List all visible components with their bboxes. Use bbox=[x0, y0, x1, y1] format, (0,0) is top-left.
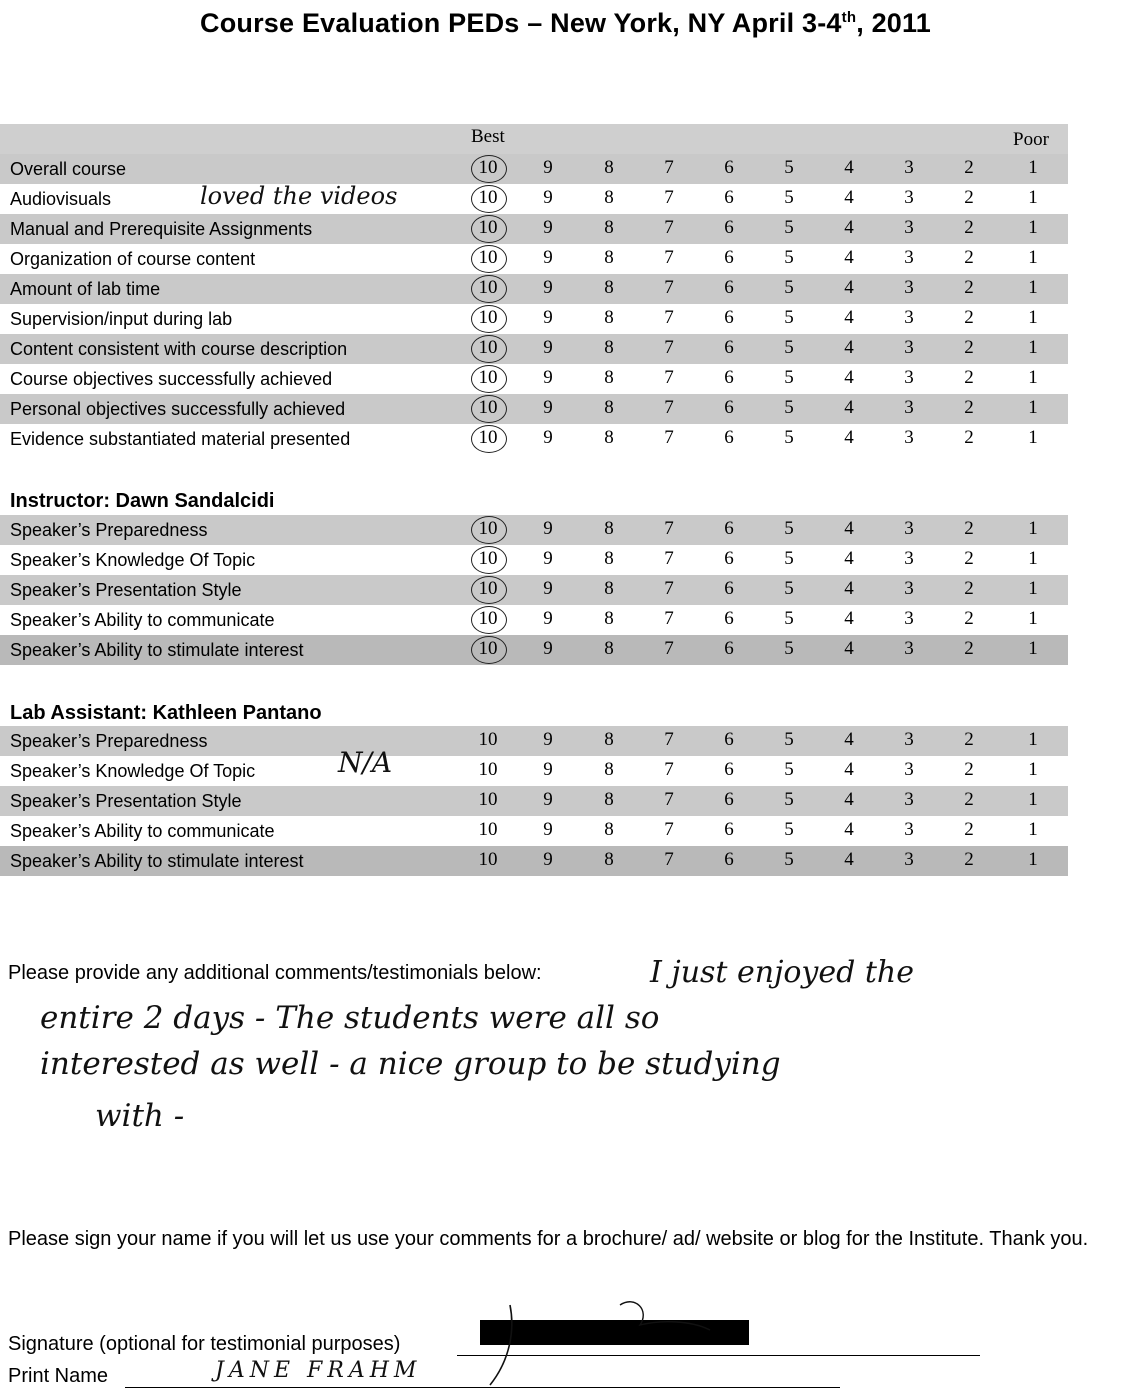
rating-option-6[interactable]: 6 bbox=[724, 307, 734, 328]
print-name-line bbox=[125, 1387, 840, 1388]
rating-option-9[interactable]: 9 bbox=[543, 337, 553, 358]
rating-option-3[interactable]: 3 bbox=[904, 578, 914, 599]
rating-option-1[interactable]: 1 bbox=[1028, 337, 1038, 358]
rating-option-10[interactable]: 10 bbox=[478, 759, 498, 780]
rating-option-6[interactable]: 6 bbox=[724, 247, 734, 268]
rating-item-label: Speaker’s Ability to stimulate interest bbox=[10, 851, 304, 871]
rating-option-3[interactable]: 3 bbox=[904, 157, 914, 178]
rating-item-label: Speaker’s Ability to communicate bbox=[10, 821, 275, 841]
selected-rating-circle bbox=[471, 606, 507, 634]
rating-option-2[interactable]: 2 bbox=[964, 789, 974, 810]
rating-option-10[interactable]: 10 bbox=[478, 548, 498, 569]
rating-option-5[interactable]: 5 bbox=[784, 849, 794, 870]
rating-option-4[interactable]: 4 bbox=[844, 548, 854, 569]
rating-option-4[interactable]: 4 bbox=[844, 819, 854, 840]
rating-option-7[interactable]: 7 bbox=[664, 367, 674, 388]
rating-option-1[interactable]: 1 bbox=[1028, 729, 1038, 750]
rating-option-3[interactable]: 3 bbox=[904, 638, 914, 659]
rating-row bbox=[0, 816, 1068, 846]
rating-option-8[interactable]: 8 bbox=[604, 578, 614, 599]
rating-option-4[interactable]: 4 bbox=[844, 729, 854, 750]
rating-option-9[interactable]: 9 bbox=[543, 157, 553, 178]
rating-option-7[interactable]: 7 bbox=[664, 819, 674, 840]
rating-row bbox=[0, 605, 1068, 635]
rating-option-2[interactable]: 2 bbox=[964, 247, 974, 268]
rating-option-6[interactable]: 6 bbox=[724, 759, 734, 780]
page-title: Course Evaluation PEDs – New York, NY April 3-4th, 2011 bbox=[200, 8, 931, 38]
rating-option-6[interactable]: 6 bbox=[724, 789, 734, 810]
selected-rating-circle bbox=[471, 395, 507, 423]
selected-rating-circle bbox=[471, 516, 507, 544]
rating-option-8[interactable]: 8 bbox=[604, 187, 614, 208]
rating-option-5[interactable]: 5 bbox=[784, 337, 794, 358]
instructor-ratings-table bbox=[0, 515, 1068, 665]
rating-option-3[interactable]: 3 bbox=[904, 187, 914, 208]
rating-option-10[interactable]: 10 bbox=[478, 277, 498, 298]
rating-option-4[interactable]: 4 bbox=[844, 759, 854, 780]
rating-option-7[interactable]: 7 bbox=[664, 187, 674, 208]
rating-option-1[interactable]: 1 bbox=[1028, 157, 1038, 178]
rating-option-2[interactable]: 2 bbox=[964, 578, 974, 599]
scale-best-label: Best bbox=[471, 126, 505, 147]
rating-option-6[interactable]: 6 bbox=[724, 397, 734, 418]
rating-option-8[interactable]: 8 bbox=[604, 729, 614, 750]
rating-option-9[interactable]: 9 bbox=[543, 367, 553, 388]
rating-option-4[interactable]: 4 bbox=[844, 367, 854, 388]
rating-option-3[interactable]: 3 bbox=[904, 397, 914, 418]
rating-option-5[interactable]: 5 bbox=[784, 367, 794, 388]
rating-option-8[interactable]: 8 bbox=[604, 638, 614, 659]
rating-item-label: Speaker’s Ability to communicate bbox=[10, 610, 275, 630]
rating-option-9[interactable]: 9 bbox=[543, 638, 553, 659]
rating-item-label: Speaker’s Presentation Style bbox=[10, 580, 242, 600]
rating-option-10[interactable]: 10 bbox=[478, 157, 498, 178]
selected-rating-circle bbox=[471, 185, 507, 213]
rating-option-9[interactable]: 9 bbox=[543, 307, 553, 328]
rating-row bbox=[0, 244, 1068, 274]
rating-option-6[interactable]: 6 bbox=[724, 217, 734, 238]
rating-option-9[interactable]: 9 bbox=[543, 217, 553, 238]
rating-option-8[interactable]: 8 bbox=[604, 849, 614, 870]
rating-option-7[interactable]: 7 bbox=[664, 307, 674, 328]
rating-option-5[interactable]: 5 bbox=[784, 518, 794, 539]
rating-option-2[interactable]: 2 bbox=[964, 819, 974, 840]
rating-row bbox=[0, 726, 1068, 756]
rating-option-8[interactable]: 8 bbox=[604, 548, 614, 569]
rating-item-label: Amount of lab time bbox=[10, 279, 161, 299]
rating-option-7[interactable]: 7 bbox=[664, 217, 674, 238]
handwritten-print-name: JANE FRAHM bbox=[215, 1358, 422, 1383]
rating-option-4[interactable]: 4 bbox=[844, 397, 854, 418]
rating-option-10[interactable]: 10 bbox=[478, 819, 498, 840]
rating-option-5[interactable]: 5 bbox=[784, 307, 794, 328]
selected-rating-circle bbox=[471, 155, 507, 183]
rating-option-9[interactable]: 9 bbox=[543, 427, 553, 448]
rating-option-1[interactable]: 1 bbox=[1028, 367, 1038, 388]
rating-row bbox=[0, 304, 1068, 334]
sign-prompt: Please sign your name if you will let us use your comments for a brochure/ ad/ website or blog for the Institute. Thank you. bbox=[8, 1228, 1089, 1250]
rating-option-5[interactable]: 5 bbox=[784, 759, 794, 780]
rating-option-3[interactable]: 3 bbox=[904, 548, 914, 569]
rating-option-1[interactable]: 1 bbox=[1028, 187, 1038, 208]
rating-option-10[interactable]: 10 bbox=[478, 187, 498, 208]
selected-rating-circle bbox=[471, 576, 507, 604]
rating-row bbox=[0, 756, 1068, 786]
rating-item-label: Evidence substantiated material presented bbox=[10, 429, 351, 449]
rating-option-1[interactable]: 1 bbox=[1028, 307, 1038, 328]
rating-option-3[interactable]: 3 bbox=[904, 608, 914, 629]
rating-option-9[interactable]: 9 bbox=[543, 789, 553, 810]
rating-row bbox=[0, 575, 1068, 605]
rating-option-4[interactable]: 4 bbox=[844, 337, 854, 358]
rating-option-7[interactable]: 7 bbox=[664, 247, 674, 268]
rating-option-4[interactable]: 4 bbox=[844, 849, 854, 870]
rating-option-5[interactable]: 5 bbox=[784, 397, 794, 418]
instructor-heading: Instructor: Dawn Sandalcidi bbox=[10, 490, 275, 512]
rating-option-7[interactable]: 7 bbox=[664, 337, 674, 358]
rating-option-1[interactable]: 1 bbox=[1028, 608, 1038, 629]
rating-option-10[interactable]: 10 bbox=[478, 397, 498, 418]
rating-option-6[interactable]: 6 bbox=[724, 337, 734, 358]
rating-option-3[interactable]: 3 bbox=[904, 367, 914, 388]
rating-option-3[interactable]: 3 bbox=[904, 217, 914, 238]
rating-item-label: Audiovisuals bbox=[10, 189, 112, 209]
rating-option-10[interactable]: 10 bbox=[478, 849, 498, 870]
rating-option-8[interactable]: 8 bbox=[604, 608, 614, 629]
rating-option-8[interactable]: 8 bbox=[604, 789, 614, 810]
rating-option-8[interactable]: 8 bbox=[604, 518, 614, 539]
rating-option-3[interactable]: 3 bbox=[904, 337, 914, 358]
rating-row bbox=[0, 545, 1068, 575]
rating-item-label: Speaker’s Preparedness bbox=[10, 520, 208, 540]
rating-option-5[interactable]: 5 bbox=[784, 729, 794, 750]
rating-option-8[interactable]: 8 bbox=[604, 217, 614, 238]
rating-option-2[interactable]: 2 bbox=[964, 277, 974, 298]
rating-option-1[interactable]: 1 bbox=[1028, 578, 1038, 599]
selected-rating-circle bbox=[471, 335, 507, 363]
rating-row bbox=[0, 424, 1068, 454]
rating-option-2[interactable]: 2 bbox=[964, 518, 974, 539]
rating-option-3[interactable]: 3 bbox=[904, 247, 914, 268]
rating-row bbox=[0, 334, 1068, 364]
rating-option-2[interactable]: 2 bbox=[964, 849, 974, 870]
lab-assistant-heading: Lab Assistant: Kathleen Pantano bbox=[10, 702, 322, 724]
selected-rating-circle bbox=[471, 245, 507, 273]
rating-option-7[interactable]: 7 bbox=[664, 759, 674, 780]
selected-rating-circle bbox=[471, 365, 507, 393]
rating-row bbox=[0, 214, 1068, 244]
rating-option-8[interactable]: 8 bbox=[604, 307, 614, 328]
rating-item-label: Speaker’s Presentation Style bbox=[10, 791, 242, 811]
rating-option-4[interactable]: 4 bbox=[844, 578, 854, 599]
handwritten-comment-line-4: with - bbox=[95, 1098, 185, 1134]
rating-option-9[interactable]: 9 bbox=[543, 819, 553, 840]
rating-option-9[interactable]: 9 bbox=[543, 578, 553, 599]
rating-option-3[interactable]: 3 bbox=[904, 729, 914, 750]
rating-option-5[interactable]: 5 bbox=[784, 157, 794, 178]
rating-option-7[interactable]: 7 bbox=[664, 849, 674, 870]
rating-option-4[interactable]: 4 bbox=[844, 307, 854, 328]
rating-option-9[interactable]: 9 bbox=[543, 849, 553, 870]
rating-option-8[interactable]: 8 bbox=[604, 337, 614, 358]
scale-poor-label: Poor bbox=[1013, 129, 1049, 150]
rating-option-4[interactable]: 4 bbox=[844, 187, 854, 208]
rating-option-1[interactable]: 1 bbox=[1028, 819, 1038, 840]
rating-option-6[interactable]: 6 bbox=[724, 849, 734, 870]
rating-option-5[interactable]: 5 bbox=[784, 277, 794, 298]
rating-option-6[interactable]: 6 bbox=[724, 367, 734, 388]
rating-option-4[interactable]: 4 bbox=[844, 277, 854, 298]
rating-option-10[interactable]: 10 bbox=[478, 337, 498, 358]
rating-option-3[interactable]: 3 bbox=[904, 427, 914, 448]
selected-rating-circle bbox=[471, 546, 507, 574]
rating-option-3[interactable]: 3 bbox=[904, 307, 914, 328]
rating-option-9[interactable]: 9 bbox=[543, 247, 553, 268]
rating-option-6[interactable]: 6 bbox=[724, 187, 734, 208]
rating-option-8[interactable]: 8 bbox=[604, 427, 614, 448]
rating-option-6[interactable]: 6 bbox=[724, 277, 734, 298]
rating-option-1[interactable]: 1 bbox=[1028, 217, 1038, 238]
rating-option-2[interactable]: 2 bbox=[964, 367, 974, 388]
rating-option-10[interactable]: 10 bbox=[478, 518, 498, 539]
rating-option-8[interactable]: 8 bbox=[604, 819, 614, 840]
rating-option-3[interactable]: 3 bbox=[904, 849, 914, 870]
rating-option-7[interactable]: 7 bbox=[664, 578, 674, 599]
rating-option-10[interactable]: 10 bbox=[478, 638, 498, 659]
rating-option-5[interactable]: 5 bbox=[784, 789, 794, 810]
rating-option-7[interactable]: 7 bbox=[664, 729, 674, 750]
rating-option-9[interactable]: 9 bbox=[543, 518, 553, 539]
rating-item-label: Course objectives successfully achieved bbox=[10, 369, 333, 389]
rating-option-1[interactable]: 1 bbox=[1028, 759, 1038, 780]
rating-row bbox=[0, 154, 1068, 184]
rating-option-1[interactable]: 1 bbox=[1028, 518, 1038, 539]
rating-item-label: Speaker’s Knowledge Of Topic bbox=[10, 550, 256, 570]
rating-option-5[interactable]: 5 bbox=[784, 217, 794, 238]
handwritten-comment-line-3: interested as well - a nice group to be studying bbox=[40, 1046, 781, 1082]
comments-prompt: Please provide any additional comments/testimonials below: bbox=[8, 962, 542, 984]
selected-rating-circle bbox=[471, 636, 507, 664]
rating-option-4[interactable]: 4 bbox=[844, 638, 854, 659]
rating-option-4[interactable]: 4 bbox=[844, 789, 854, 810]
print-name-label: Print Name bbox=[8, 1365, 109, 1387]
rating-option-2[interactable]: 2 bbox=[964, 638, 974, 659]
rating-option-10[interactable]: 10 bbox=[478, 247, 498, 268]
rating-item-label: Speaker’s Ability to stimulate interest bbox=[10, 640, 304, 660]
rating-row bbox=[0, 184, 1068, 214]
rating-option-6[interactable]: 6 bbox=[724, 548, 734, 569]
rating-option-7[interactable]: 7 bbox=[664, 638, 674, 659]
rating-option-1[interactable]: 1 bbox=[1028, 548, 1038, 569]
rating-row bbox=[0, 786, 1068, 816]
rating-option-10[interactable]: 10 bbox=[478, 307, 498, 328]
rating-option-3[interactable]: 3 bbox=[904, 789, 914, 810]
rating-row bbox=[0, 274, 1068, 304]
rating-option-6[interactable]: 6 bbox=[724, 819, 734, 840]
rating-item-label: Speaker’s Knowledge Of Topic bbox=[10, 761, 256, 781]
rating-option-8[interactable]: 8 bbox=[604, 157, 614, 178]
rating-item-label: Overall course bbox=[10, 159, 127, 179]
rating-option-10[interactable]: 10 bbox=[478, 427, 498, 448]
rating-option-3[interactable]: 3 bbox=[904, 819, 914, 840]
rating-option-2[interactable]: 2 bbox=[964, 548, 974, 569]
handwritten-audiovisual-note: loved the videos bbox=[200, 182, 398, 210]
rating-option-2[interactable]: 2 bbox=[964, 217, 974, 238]
rating-option-4[interactable]: 4 bbox=[844, 608, 854, 629]
rating-option-4[interactable]: 4 bbox=[844, 157, 854, 178]
rating-option-10[interactable]: 10 bbox=[478, 367, 498, 388]
rating-option-5[interactable]: 5 bbox=[784, 187, 794, 208]
signature-scribble bbox=[470, 1290, 730, 1390]
rating-option-4[interactable]: 4 bbox=[844, 247, 854, 268]
rating-option-5[interactable]: 5 bbox=[784, 819, 794, 840]
selected-rating-circle bbox=[471, 275, 507, 303]
rating-option-10[interactable]: 10 bbox=[478, 578, 498, 599]
rating-option-1[interactable]: 1 bbox=[1028, 638, 1038, 659]
rating-option-4[interactable]: 4 bbox=[844, 217, 854, 238]
rating-option-5[interactable]: 5 bbox=[784, 608, 794, 629]
rating-row bbox=[0, 515, 1068, 545]
selected-rating-circle bbox=[471, 215, 507, 243]
rating-option-2[interactable]: 2 bbox=[964, 307, 974, 328]
rating-item-label: Content consistent with course description bbox=[10, 339, 348, 359]
rating-option-10[interactable]: 10 bbox=[478, 217, 498, 238]
rating-option-10[interactable]: 10 bbox=[478, 789, 498, 810]
rating-row bbox=[0, 846, 1068, 876]
selected-rating-circle bbox=[471, 305, 507, 333]
rating-option-7[interactable]: 7 bbox=[664, 397, 674, 418]
rating-option-3[interactable]: 3 bbox=[904, 277, 914, 298]
rating-option-8[interactable]: 8 bbox=[604, 277, 614, 298]
rating-option-1[interactable]: 1 bbox=[1028, 789, 1038, 810]
rating-option-7[interactable]: 7 bbox=[664, 789, 674, 810]
rating-option-2[interactable]: 2 bbox=[964, 157, 974, 178]
rating-option-2[interactable]: 2 bbox=[964, 397, 974, 418]
rating-option-9[interactable]: 9 bbox=[543, 759, 553, 780]
rating-option-1[interactable]: 1 bbox=[1028, 247, 1038, 268]
rating-option-5[interactable]: 5 bbox=[784, 247, 794, 268]
rating-option-5[interactable]: 5 bbox=[784, 548, 794, 569]
rating-option-2[interactable]: 2 bbox=[964, 729, 974, 750]
rating-option-4[interactable]: 4 bbox=[844, 518, 854, 539]
rating-option-7[interactable]: 7 bbox=[664, 427, 674, 448]
rating-option-5[interactable]: 5 bbox=[784, 578, 794, 599]
rating-option-7[interactable]: 7 bbox=[664, 608, 674, 629]
rating-option-7[interactable]: 7 bbox=[664, 157, 674, 178]
rating-option-6[interactable]: 6 bbox=[724, 427, 734, 448]
rating-option-1[interactable]: 1 bbox=[1028, 427, 1038, 448]
rating-option-1[interactable]: 1 bbox=[1028, 397, 1038, 418]
handwritten-na-note: N/A bbox=[338, 746, 393, 779]
rating-option-8[interactable]: 8 bbox=[604, 759, 614, 780]
handwritten-comment-line-1: I just enjoyed the bbox=[650, 955, 915, 990]
rating-option-9[interactable]: 9 bbox=[543, 608, 553, 629]
rating-option-6[interactable]: 6 bbox=[724, 729, 734, 750]
rating-option-2[interactable]: 2 bbox=[964, 608, 974, 629]
rating-option-9[interactable]: 9 bbox=[543, 548, 553, 569]
rating-option-8[interactable]: 8 bbox=[604, 397, 614, 418]
rating-item-label: Supervision/input during lab bbox=[10, 309, 233, 329]
rating-option-10[interactable]: 10 bbox=[478, 608, 498, 629]
handwritten-comment-line-2: entire 2 days - The students were all so bbox=[40, 1000, 660, 1036]
rating-option-6[interactable]: 6 bbox=[724, 578, 734, 599]
rating-row bbox=[0, 394, 1068, 424]
rating-option-2[interactable]: 2 bbox=[964, 187, 974, 208]
rating-option-8[interactable]: 8 bbox=[604, 247, 614, 268]
rating-option-6[interactable]: 6 bbox=[724, 518, 734, 539]
rating-option-9[interactable]: 9 bbox=[543, 277, 553, 298]
lab-assistant-ratings-table bbox=[0, 726, 1068, 876]
signature-label: Signature (optional for testimonial purposes) bbox=[8, 1333, 401, 1355]
rating-row bbox=[0, 635, 1068, 665]
rating-option-6[interactable]: 6 bbox=[724, 608, 734, 629]
rating-option-5[interactable]: 5 bbox=[784, 638, 794, 659]
rating-item-label: Speaker’s Preparedness bbox=[10, 731, 208, 751]
rating-option-9[interactable]: 9 bbox=[543, 187, 553, 208]
selected-rating-circle bbox=[471, 425, 507, 453]
rating-option-8[interactable]: 8 bbox=[604, 367, 614, 388]
rating-option-3[interactable]: 3 bbox=[904, 518, 914, 539]
rating-item-label: Organization of course content bbox=[10, 249, 256, 269]
rating-option-2[interactable]: 2 bbox=[964, 337, 974, 358]
rating-item-label: Manual and Prerequisite Assignments bbox=[10, 219, 313, 239]
rating-option-4[interactable]: 4 bbox=[844, 427, 854, 448]
rating-option-2[interactable]: 2 bbox=[964, 427, 974, 448]
rating-option-5[interactable]: 5 bbox=[784, 427, 794, 448]
rating-option-1[interactable]: 1 bbox=[1028, 277, 1038, 298]
rating-option-9[interactable]: 9 bbox=[543, 397, 553, 418]
rating-option-9[interactable]: 9 bbox=[543, 729, 553, 750]
rating-option-7[interactable]: 7 bbox=[664, 277, 674, 298]
rating-option-2[interactable]: 2 bbox=[964, 759, 974, 780]
rating-option-7[interactable]: 7 bbox=[664, 548, 674, 569]
rating-option-7[interactable]: 7 bbox=[664, 518, 674, 539]
rating-option-10[interactable]: 10 bbox=[478, 729, 498, 750]
rating-option-3[interactable]: 3 bbox=[904, 759, 914, 780]
rating-item-label: Personal objectives successfully achieved bbox=[10, 399, 346, 419]
rating-option-6[interactable]: 6 bbox=[724, 638, 734, 659]
rating-row bbox=[0, 364, 1068, 394]
rating-option-6[interactable]: 6 bbox=[724, 157, 734, 178]
rating-option-1[interactable]: 1 bbox=[1028, 849, 1038, 870]
